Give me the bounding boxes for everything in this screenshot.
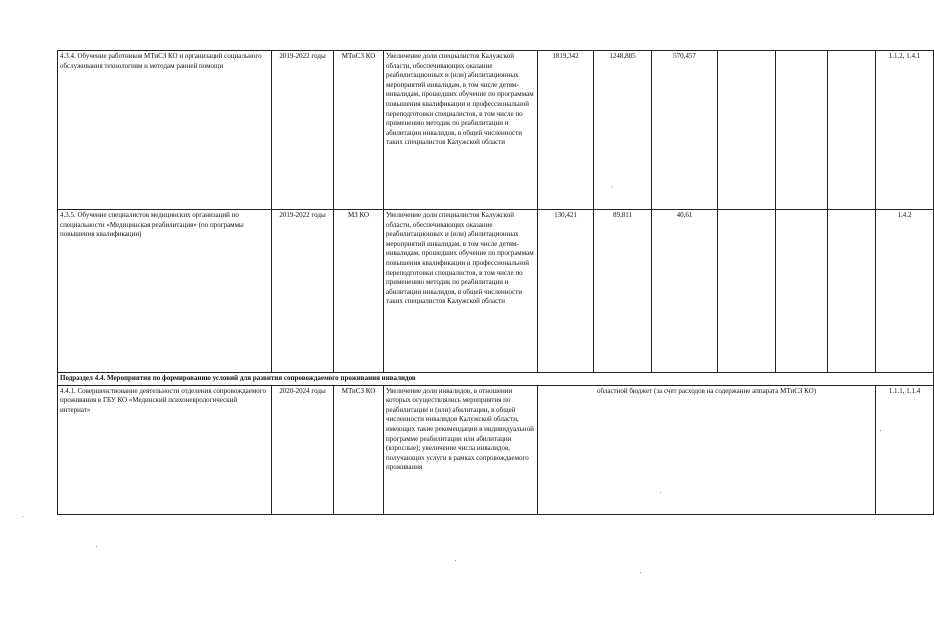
funding-year-4 (776, 210, 828, 373)
table-row (58, 385, 934, 514)
measure-name: 4.3.4. Обучение работников МТиСЗ КО и организаций социального обслуживания технологиям и методам ранней помощи (58, 51, 272, 210)
funding-year-3 (718, 210, 776, 373)
scan-speck (880, 430, 881, 431)
funding-total: 130,421 (538, 210, 594, 373)
subsection-row (58, 373, 934, 386)
funding-source: областной бюджет (за счет расходов на содержание аппарата МТиСЗ КО) (538, 385, 876, 514)
funding-year-2: 570,457 (652, 51, 718, 210)
scan-speck (96, 546, 97, 547)
funding-year-4 (776, 51, 828, 210)
funding-year-1: 89,811 (594, 210, 652, 373)
funding-year-2: 40,61 (652, 210, 718, 373)
scan-speck (612, 186, 613, 187)
funding-year-5 (828, 51, 876, 210)
measure-indicator: Увеличение доли специалистов Калужской области, обеспечивающих оказание реабилитационных и (или) абилитационных мероприятий инвалидам, в том числе детям-инвалидам, прошедших обучение по программам повышения квалификации и профессиональной переподготовки специалистов, в том числе по применению методик по реабилитации и абилитации инвалидов, в общей численности таких специалистов Калужской области (384, 210, 538, 373)
indicator-codes: 1.4.2 (876, 210, 934, 373)
measure-period: 2020-2024 годы (272, 385, 334, 514)
table-row (58, 210, 934, 373)
measure-executor: МТиСЗ КО (334, 51, 384, 210)
scan-speck (455, 560, 456, 561)
indicator-codes: 1.1.2, 1.4.1 (876, 51, 934, 210)
indicator-codes: 1.1.1, 1.1.4 (876, 385, 934, 514)
scan-speck (660, 492, 661, 493)
measure-executor: МТиСЗ КО (334, 385, 384, 514)
scan-speck (22, 516, 23, 517)
table-row (58, 51, 934, 210)
funding-year-3 (718, 51, 776, 210)
subsection-heading: Подраздел 4.4. Мероприятия по формированию условий для развития сопровождаемого проживания инвалидов (58, 373, 934, 386)
measure-indicator: Увеличение доли специалистов Калужской области, обеспечивающих оказание реабилитационных и (или) абилитационных мероприятий инвалидам, в том числе детям-инвалидам, прошедших обучение по программам повышения квалификации и профессиональной переподготовки специалистов, в том числе по применению методик по реабилитации и абилитации инвалидов, в общей численности таких специалистов Калужской области (384, 51, 538, 210)
measure-name: 4.3.5. Обучение специалистов медицинских организаций по специальности «Медицинская реабилитация» (по программы повышения квалификации) (58, 210, 272, 373)
scan-speck (640, 572, 641, 573)
measure-indicator: Увеличение доли инвалидов, в отношении которых осуществлялись мероприятия по реабилитации и (или) абилитации, в общей численности инвалидов Калужской области, имеющих такие рекомендации в индивидуальной программе реабилитации или абилитации (взрослые); увеличение числа инвалидов, получающих услуги в рамках сопровождаемого проживания (384, 385, 538, 514)
funding-total: 1819,342 (538, 51, 594, 210)
funding-year-5 (828, 210, 876, 373)
measure-name: 4.4.1. Совершенствование деятельности отделения сопровождаемого проживания в ГБУ КО «Мединский психоневрологический интернат» (58, 385, 272, 514)
measure-executor: МЗ КО (334, 210, 384, 373)
measure-period: 2019-2022 годы (272, 51, 334, 210)
measure-period: 2019-2022 годы (272, 210, 334, 373)
funding-year-1: 1248,885 (594, 51, 652, 210)
measures-table (57, 50, 934, 515)
